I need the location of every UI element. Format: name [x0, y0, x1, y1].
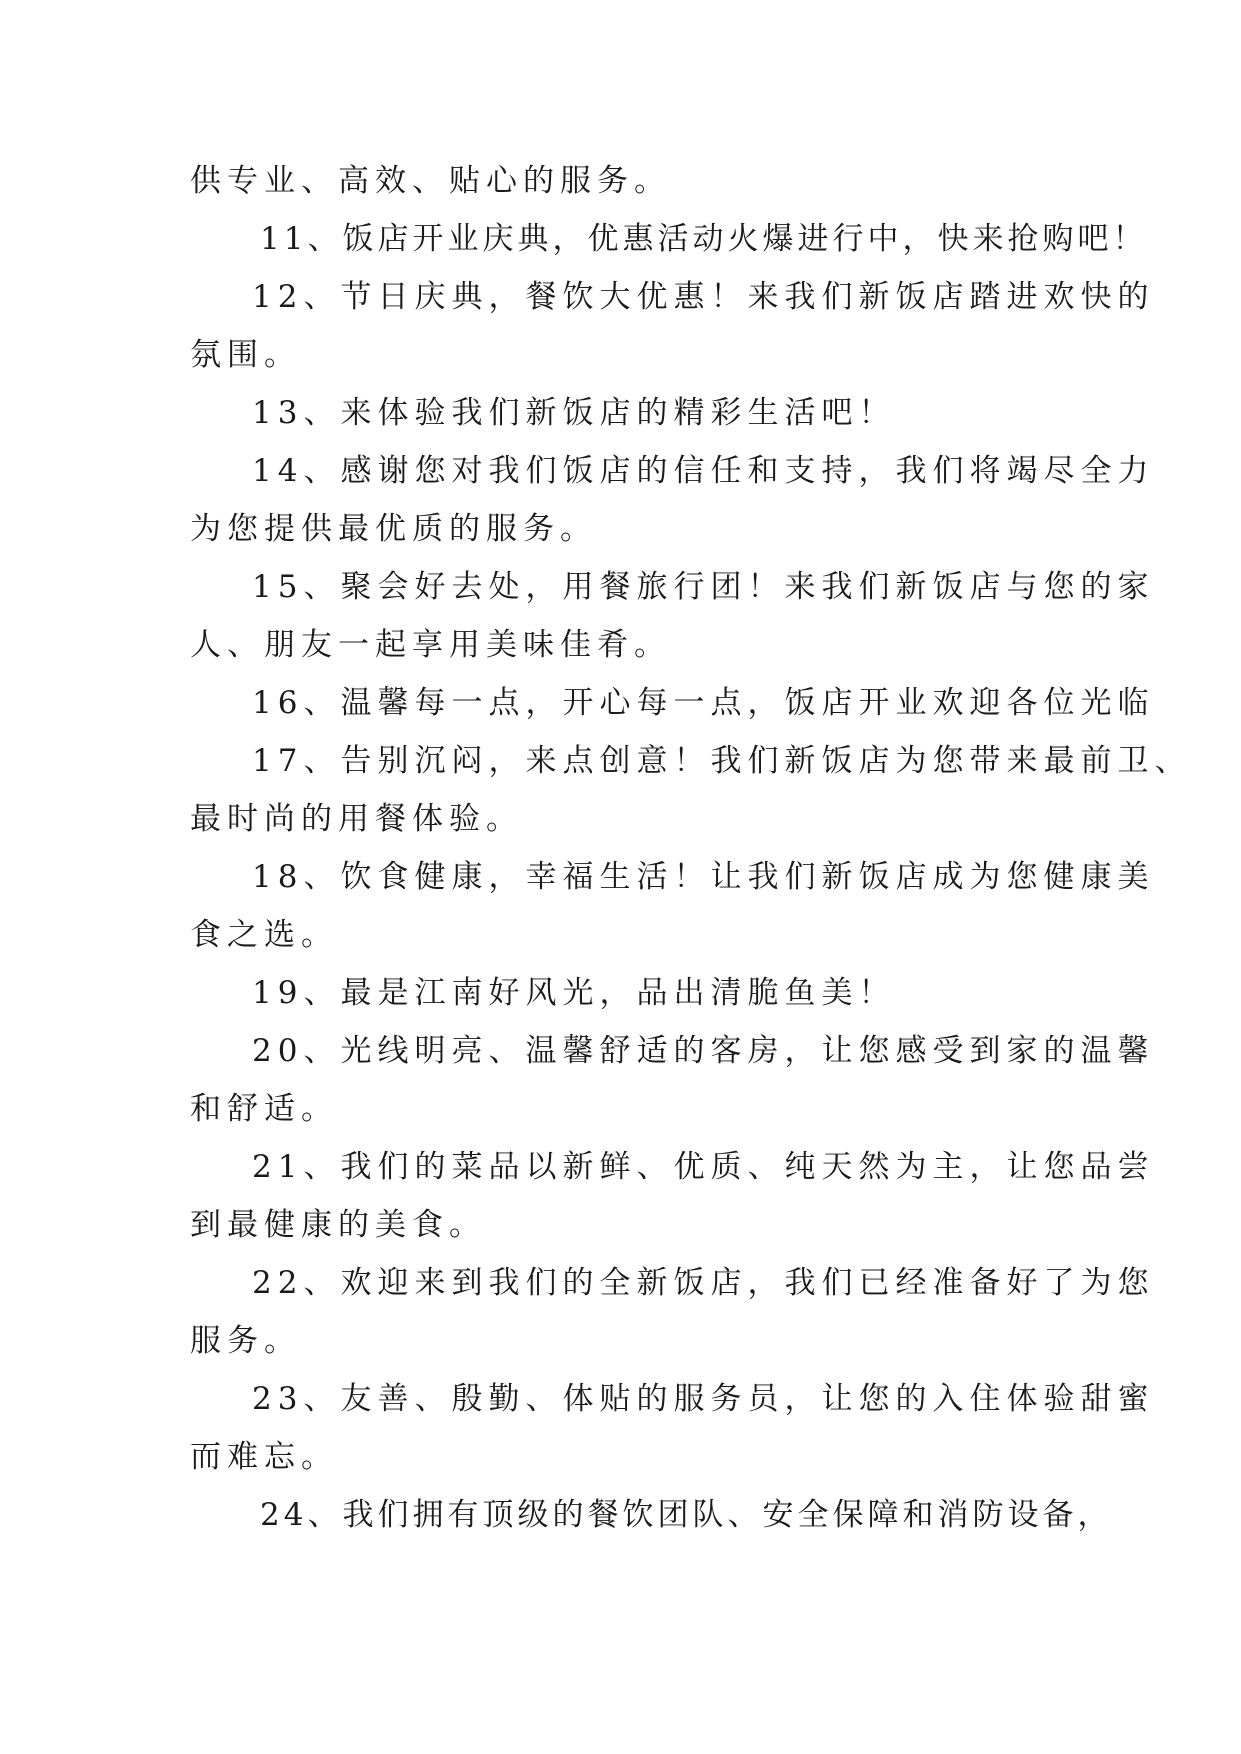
paragraph-line: 食之选。	[190, 917, 338, 953]
paragraph-line: 到最健康的美食。	[190, 1207, 486, 1243]
paragraph-line: 22、欢迎来到我们的全新饭店，我们已经准备好了为您	[252, 1265, 1155, 1301]
paragraph-line: 供专业、高效、贴心的服务。	[190, 163, 671, 199]
paragraph-line: 最时尚的用餐体验。	[190, 801, 523, 837]
paragraph-line: 人、朋友一起享用美味佳肴。	[190, 627, 671, 663]
paragraph-line: 为您提供最优质的服务。	[190, 511, 597, 547]
paragraph-line: 13、来体验我们新饭店的精彩生活吧！	[252, 395, 896, 431]
paragraph-line: 12、节日庆典，餐饮大优惠！来我们新饭店踏进欢快的	[252, 279, 1155, 315]
paragraph-line: 氛围。	[190, 337, 301, 373]
paragraph-line: 20、光线明亮、温馨舒适的客房，让您感受到家的温馨	[252, 1033, 1155, 1069]
paragraph-line: 16、温馨每一点，开心每一点，饭店开业欢迎各位光临	[252, 685, 1155, 721]
paragraph-line: 而难忘。	[190, 1439, 338, 1475]
paragraph-line: 和舒适。	[190, 1091, 338, 1127]
paragraph-line: 23、友善、殷勤、体贴的服务员，让您的入住体验甜蜜	[252, 1381, 1155, 1417]
paragraph-line: 服务。	[190, 1323, 301, 1359]
paragraph-line: 14、感谢您对我们饭店的信任和支持，我们将竭尽全力	[252, 453, 1155, 489]
paragraph-line: 18、饮食健康，幸福生活！让我们新饭店成为您健康美	[252, 859, 1155, 895]
paragraph-line: 19、最是江南好风光，品出清脆鱼美！	[252, 975, 896, 1011]
paragraph-line: 21、我们的菜品以新鲜、优质、纯天然为主，让您品尝	[252, 1149, 1155, 1185]
paragraph-line: 24、我们拥有顶级的餐饮团队、安全保障和消防设备，	[260, 1497, 1113, 1533]
paragraph-line: 15、聚会好去处，用餐旅行团！来我们新饭店与您的家	[252, 569, 1155, 605]
paragraph-line: 11、饭店开业庆典，优惠活动火爆进行中，快来抢购吧！	[260, 221, 1148, 257]
paragraph-line: 17、告别沉闷，来点创意！我们新饭店为您带来最前卫、	[252, 743, 1192, 779]
document-body	[190, 152, 1192, 1544]
